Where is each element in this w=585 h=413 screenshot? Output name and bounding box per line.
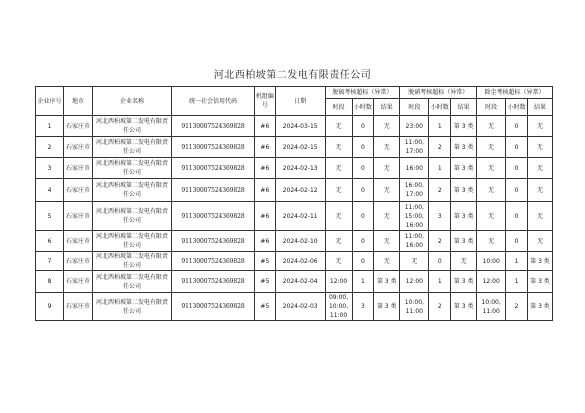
- row-seq-cell: 8: [36, 271, 64, 293]
- row-dust-hours-cell: 2: [506, 293, 528, 321]
- header-date: 日期: [275, 87, 325, 116]
- row-denitr-result-cell: 第 3 类: [451, 179, 477, 202]
- row-desulf-hours-cell: 0: [352, 202, 374, 231]
- row-unit-cell: #6: [254, 179, 275, 202]
- row-company-cell: 河北西柏坡第二发电有限责任公司: [93, 179, 172, 202]
- row-dust-hours-cell: 0: [506, 116, 528, 137]
- row-denitr-period-cell: 16:00: [400, 158, 429, 179]
- row-desulf-hours-cell: 1: [352, 271, 374, 293]
- row-city-cell: 石家庄市: [64, 116, 93, 137]
- row-denitr-result-cell: 第 3 类: [451, 202, 477, 231]
- row-denitr-hours-cell: 1: [429, 271, 451, 293]
- header-group-dust-removal: 除尘考核超标（异常）: [477, 87, 553, 99]
- row-desulf-period-cell: 无: [325, 116, 352, 137]
- row-desulf-result-cell: 无: [374, 179, 400, 202]
- row-date-cell: 2024-02-11: [275, 202, 325, 231]
- row-credit-code-cell: 91130007524369828: [171, 179, 254, 202]
- header-hours: 小时数: [429, 99, 451, 116]
- header-hours: 小时数: [352, 99, 374, 116]
- row-credit-code-cell: 91130007524369828: [171, 293, 254, 321]
- row-denitr-period-cell: 23:00: [400, 116, 429, 137]
- row-desulf-period-cell: 无: [325, 158, 352, 179]
- row-dust-period-cell: 12:00: [477, 271, 506, 293]
- row-seq-cell: 4: [36, 179, 64, 202]
- row-company-cell: 河北西柏坡第二发电有限责任公司: [93, 158, 172, 179]
- row-unit-cell: #6: [254, 202, 275, 231]
- header-period: 时段: [325, 99, 352, 116]
- row-denitr-result-cell: 无: [451, 252, 477, 271]
- row-unit-cell: #6: [254, 158, 275, 179]
- row-company-cell: 河北西柏坡第二发电有限责任公司: [93, 252, 172, 271]
- row-dust-period-cell: 10:00: [477, 252, 506, 271]
- row-denitr-hours-cell: 1: [429, 116, 451, 137]
- row-denitr-period-cell: 无: [400, 252, 429, 271]
- document-title: 河北西柏坡第二发电有限责任公司: [213, 70, 372, 81]
- row-dust-result-cell: 无: [527, 137, 552, 158]
- row-dust-result-cell: 无: [527, 158, 552, 179]
- row-desulf-hours-cell: 0: [352, 158, 374, 179]
- row-unit-cell: #5: [254, 271, 275, 293]
- row-credit-code-cell: 91130007524369828: [171, 116, 254, 137]
- row-company-cell: 河北西柏坡第二发电有限责任公司: [93, 116, 172, 137]
- row-dust-period-cell: 无: [477, 158, 506, 179]
- row-desulf-period-cell: 无: [325, 252, 352, 271]
- row-city-cell: 石家庄市: [64, 293, 93, 321]
- row-city-cell: 石家庄市: [64, 202, 93, 231]
- row-seq-cell: 6: [36, 231, 64, 252]
- row-dust-hours-cell: 0: [506, 231, 528, 252]
- row-dust-result-cell: 第 3 类: [527, 293, 552, 321]
- row-seq-cell: 9: [36, 293, 64, 321]
- row-denitr-hours-cell: 2: [429, 231, 451, 252]
- row-dust-result-cell: 无: [527, 202, 552, 231]
- row-dust-hours-cell: 0: [506, 158, 528, 179]
- header-result: 结果: [527, 99, 552, 116]
- row-desulf-hours-cell: 0: [352, 231, 374, 252]
- row-desulf-result-cell: 无: [374, 116, 400, 137]
- table-row: [36, 231, 553, 252]
- row-desulf-result-cell: 无: [374, 231, 400, 252]
- row-denitr-period-cell: 11:00, 16:00: [400, 231, 429, 252]
- row-company-cell: 河北西柏坡第二发电有限责任公司: [93, 271, 172, 293]
- row-credit-code-cell: 91130007524369828: [171, 231, 254, 252]
- header-result: 结果: [374, 99, 400, 116]
- row-denitr-period-cell: 10:00, 11:00: [400, 293, 429, 321]
- header-hours: 小时数: [506, 99, 528, 116]
- header-period: 时段: [477, 99, 506, 116]
- row-company-cell: 河北西柏坡第二发电有限责任公司: [93, 202, 172, 231]
- row-dust-result-cell: 无: [527, 179, 552, 202]
- row-denitr-period-cell: 11:00, 17:00: [400, 137, 429, 158]
- row-unit-cell: #6: [254, 116, 275, 137]
- row-desulf-period-cell: 12:00: [325, 271, 352, 293]
- row-denitr-result-cell: 第 3 类: [451, 137, 477, 158]
- row-date-cell: 2024-02-04: [275, 271, 325, 293]
- row-dust-result-cell: 无: [527, 116, 552, 137]
- row-city-cell: 石家庄市: [64, 137, 93, 158]
- row-denitr-period-cell: 16:00, 17:00: [400, 179, 429, 202]
- header-period: 时段: [400, 99, 429, 116]
- row-credit-code-cell: 91130007524369828: [171, 252, 254, 271]
- row-date-cell: 2024-02-15: [275, 137, 325, 158]
- row-denitr-result-cell: 第 3 类: [451, 158, 477, 179]
- emission-table: [35, 86, 553, 321]
- row-company-cell: 河北西柏坡第二发电有限责任公司: [93, 137, 172, 158]
- row-desulf-hours-cell: 0: [352, 137, 374, 158]
- table-row: [36, 116, 553, 137]
- row-desulf-period-cell: 无: [325, 179, 352, 202]
- header-group-desulfurization: 脱硫考核超标（异常）: [325, 87, 400, 99]
- row-desulf-result-cell: 第 3 类: [374, 293, 400, 321]
- row-seq-cell: 3: [36, 158, 64, 179]
- row-desulf-hours-cell: 0: [352, 116, 374, 137]
- header-credit-code: 统一社会信用代码: [171, 87, 254, 116]
- row-date-cell: 2024-02-06: [275, 252, 325, 271]
- row-seq-cell: 1: [36, 116, 64, 137]
- row-denitr-period-cell: 12:00: [400, 271, 429, 293]
- row-desulf-period-cell: 09:00, 10:00, 11:00: [325, 293, 352, 321]
- row-dust-period-cell: 无: [477, 231, 506, 252]
- row-dust-period-cell: 无: [477, 202, 506, 231]
- row-seq-cell: 5: [36, 202, 64, 231]
- row-desulf-result-cell: 无: [374, 158, 400, 179]
- row-desulf-hours-cell: 0: [352, 252, 374, 271]
- header-group-denitrification: 脱硝考核超标（异常）: [400, 87, 477, 99]
- row-denitr-result-cell: 第 3 类: [451, 116, 477, 137]
- row-credit-code-cell: 91130007524369828: [171, 271, 254, 293]
- header-unit: 机组编号: [254, 87, 275, 116]
- row-date-cell: 2024-02-13: [275, 158, 325, 179]
- table-row: [36, 137, 553, 158]
- row-denitr-hours-cell: 0: [429, 252, 451, 271]
- row-denitr-hours-cell: 2: [429, 137, 451, 158]
- row-dust-hours-cell: 1: [506, 252, 528, 271]
- row-date-cell: 2024-02-03: [275, 293, 325, 321]
- row-desulf-hours-cell: 3: [352, 293, 374, 321]
- row-unit-cell: #6: [254, 231, 275, 252]
- table-row: [36, 252, 553, 271]
- header-company: 企业名称: [93, 87, 172, 116]
- row-denitr-result-cell: 第 3 类: [451, 271, 477, 293]
- row-dust-period-cell: 无: [477, 137, 506, 158]
- table-row: [36, 293, 553, 321]
- row-desulf-result-cell: 无: [374, 137, 400, 158]
- row-desulf-period-cell: 无: [325, 231, 352, 252]
- row-seq-cell: 7: [36, 252, 64, 271]
- row-denitr-hours-cell: 2: [429, 179, 451, 202]
- row-company-cell: 河北西柏坡第二发电有限责任公司: [93, 231, 172, 252]
- row-desulf-result-cell: 无: [374, 252, 400, 271]
- row-desulf-period-cell: 无: [325, 202, 352, 231]
- row-dust-hours-cell: 0: [506, 137, 528, 158]
- table-row: [36, 271, 553, 293]
- table-row: [36, 158, 553, 179]
- row-dust-result-cell: 第 3 类: [527, 271, 552, 293]
- row-credit-code-cell: 91130007524369828: [171, 137, 254, 158]
- row-dust-period-cell: 无: [477, 179, 506, 202]
- row-unit-cell: #5: [254, 293, 275, 321]
- row-denitr-hours-cell: 1: [429, 158, 451, 179]
- row-credit-code-cell: 91130007524369828: [171, 158, 254, 179]
- row-unit-cell: #6: [254, 137, 275, 158]
- row-city-cell: 石家庄市: [64, 271, 93, 293]
- row-seq-cell: 2: [36, 137, 64, 158]
- header-seq: 企业序号: [36, 87, 64, 116]
- row-dust-result-cell: 第 3 类: [527, 252, 552, 271]
- row-denitr-period-cell: 11:00, 15:00, 16:00: [400, 202, 429, 231]
- table-row: [36, 202, 553, 231]
- row-city-cell: 石家庄市: [64, 179, 93, 202]
- row-city-cell: 石家庄市: [64, 231, 93, 252]
- row-desulf-period-cell: 无: [325, 137, 352, 158]
- row-city-cell: 石家庄市: [64, 158, 93, 179]
- table-body: [36, 116, 553, 321]
- row-denitr-result-cell: 第 3 类: [451, 293, 477, 321]
- row-desulf-hours-cell: 0: [352, 179, 374, 202]
- row-dust-hours-cell: 0: [506, 202, 528, 231]
- row-date-cell: 2024-02-12: [275, 179, 325, 202]
- row-company-cell: 河北西柏坡第二发电有限责任公司: [93, 293, 172, 321]
- row-denitr-hours-cell: 2: [429, 293, 451, 321]
- row-dust-period-cell: 10:00, 11:00: [477, 293, 506, 321]
- row-dust-period-cell: 无: [477, 116, 506, 137]
- row-city-cell: 石家庄市: [64, 252, 93, 271]
- header-result: 结果: [451, 99, 477, 116]
- table-row: [36, 179, 553, 202]
- row-desulf-result-cell: 无: [374, 202, 400, 231]
- row-dust-result-cell: 无: [527, 231, 552, 252]
- row-credit-code-cell: 91130007524369828: [171, 202, 254, 231]
- row-dust-hours-cell: 1: [506, 271, 528, 293]
- row-dust-hours-cell: 0: [506, 179, 528, 202]
- header-city: 地市: [64, 87, 93, 116]
- row-denitr-result-cell: 第 3 类: [451, 231, 477, 252]
- row-date-cell: 2024-03-15: [275, 116, 325, 137]
- row-date-cell: 2024-02-10: [275, 231, 325, 252]
- row-unit-cell: #5: [254, 252, 275, 271]
- row-denitr-hours-cell: 3: [429, 202, 451, 231]
- row-desulf-result-cell: 第 3 类: [374, 271, 400, 293]
